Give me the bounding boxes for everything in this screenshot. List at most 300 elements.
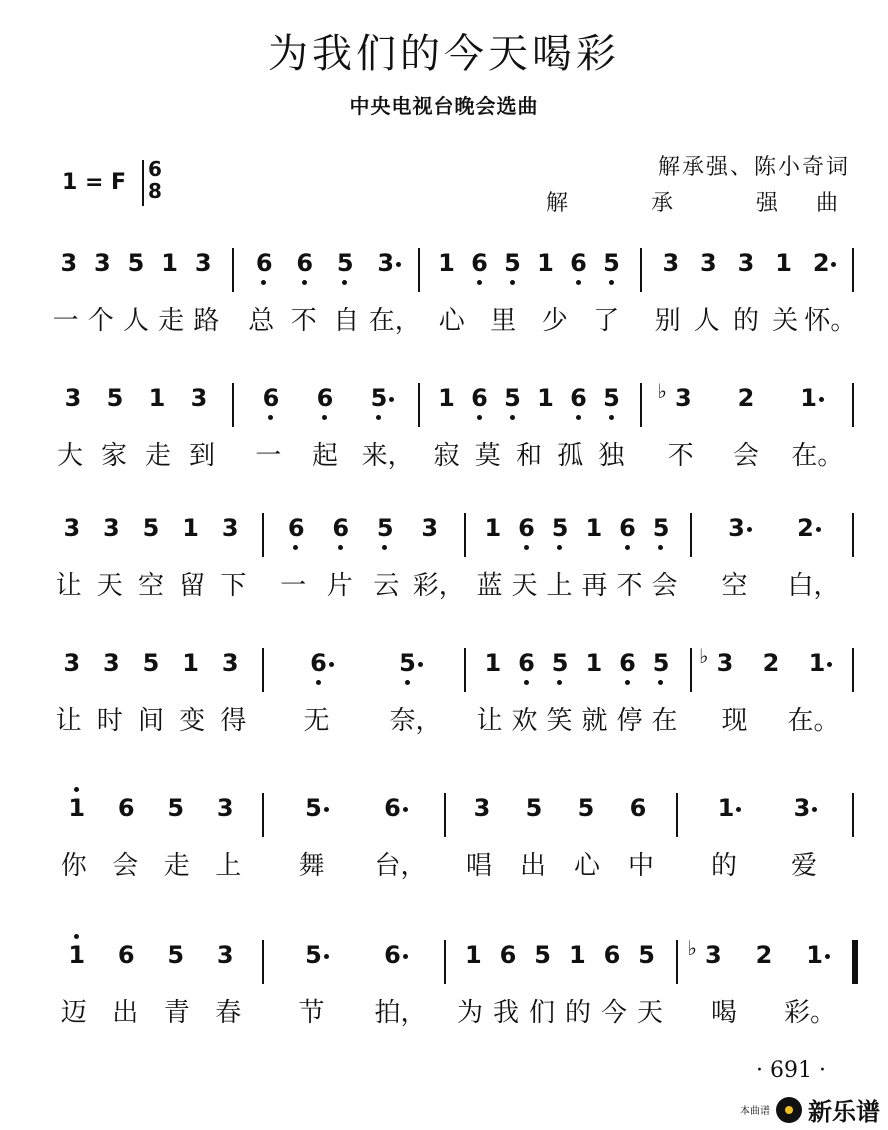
barline	[232, 383, 234, 427]
lyric-syllable: 不	[667, 441, 694, 471]
note-digit: 1	[438, 249, 455, 277]
lyric-syllable: 在。	[787, 706, 840, 736]
note-digit: 5	[106, 384, 124, 412]
lyric-syllable: 寂	[433, 441, 460, 471]
lyric-syllable: 中	[627, 851, 654, 881]
note-digit: 5	[142, 514, 160, 542]
jianpu-note	[688, 248, 728, 288]
lyric-syllable: 停	[616, 706, 643, 736]
note-digit: 3	[64, 384, 82, 412]
note-digit: 3	[103, 514, 120, 542]
barline	[690, 513, 692, 557]
low-octave-dot	[322, 415, 327, 420]
jianpu-note	[325, 248, 365, 288]
lyric-syllable: 大	[56, 441, 83, 471]
note-digit: 3	[704, 941, 722, 969]
lyric-syllable: 独	[598, 441, 625, 471]
time-signature	[142, 158, 168, 202]
note-digit: 1	[68, 941, 86, 969]
flat-icon: ♭	[657, 379, 667, 403]
note-digit: 5	[638, 941, 655, 969]
lyric-syllable: 路	[193, 306, 220, 336]
note-digit: 3	[94, 249, 111, 277]
note-digit: 6	[117, 941, 135, 969]
low-octave-dot	[510, 280, 515, 285]
note-digit: 1	[148, 384, 166, 412]
note-digit: 5	[534, 941, 551, 969]
lyric-syllable: 了	[593, 306, 620, 336]
note-digit: 6	[316, 384, 334, 412]
note-digit: 3	[216, 794, 234, 822]
jianpu-note	[641, 648, 681, 688]
song-subtitle: 中央电视台晚会选曲	[349, 94, 539, 118]
lyric-syllable: 迈	[60, 998, 87, 1028]
lyric-syllable: 白，	[787, 571, 840, 601]
song-title: 为我们的今天喝彩	[268, 31, 620, 77]
note-digit: 2	[737, 384, 755, 412]
flat-icon: ♭	[687, 936, 697, 960]
note-digit: 6	[471, 249, 488, 277]
barline	[444, 793, 446, 837]
lyric-syllable: 片	[326, 571, 353, 601]
lyric-syllable: 少	[541, 306, 568, 336]
note-digit: 6	[570, 384, 587, 412]
lyric-syllable: 一	[255, 441, 282, 471]
low-octave-dot	[302, 280, 307, 285]
note-digit: 6	[629, 794, 647, 822]
lyric-syllable: 天	[96, 571, 123, 601]
augmentation-dot	[816, 527, 821, 532]
augmentation-dot	[324, 807, 329, 812]
note-digit: 1	[806, 941, 823, 969]
note-digit: 5	[577, 794, 595, 822]
barline	[852, 648, 854, 692]
low-octave-dot	[293, 545, 298, 550]
jianpu-note	[156, 940, 196, 980]
augmentation-dot	[827, 662, 832, 667]
jianpu-note	[592, 248, 632, 288]
augmentation-dot	[747, 527, 752, 532]
jianpu-note	[171, 513, 211, 553]
lyric-syllable: 变	[179, 706, 206, 736]
lyric-syllable: 喝	[710, 998, 737, 1028]
barline	[418, 383, 420, 427]
note-digit: 5	[142, 649, 160, 677]
note-digit: 1	[484, 649, 502, 677]
note-digit: 3	[377, 249, 395, 277]
jianpu-note	[388, 648, 428, 688]
lyric-syllable: 空	[721, 571, 748, 601]
lyric-syllable: 们	[528, 998, 555, 1028]
lyric-syllable: 云	[373, 571, 400, 601]
lyric-syllable: 心	[573, 851, 600, 881]
lyric-syllable: 你	[60, 851, 87, 881]
low-octave-dot	[557, 680, 562, 685]
low-octave-dot	[576, 415, 581, 420]
barline	[262, 513, 264, 557]
note-digit: 1	[182, 514, 199, 542]
note-digit: 5	[376, 514, 394, 542]
barline	[262, 940, 264, 984]
note-digit: 5	[305, 794, 322, 822]
lyric-syllable: 怀。	[804, 306, 857, 336]
lyric-syllable: 彩。	[784, 998, 837, 1028]
lyric-syllable: 间	[137, 706, 164, 736]
jianpu-note	[179, 383, 219, 423]
lyric-syllable: 在。	[791, 441, 844, 471]
jianpu-note	[210, 648, 250, 688]
note-digit: 3	[216, 941, 234, 969]
note-digit: 5	[603, 249, 620, 277]
jianpu-note	[294, 940, 334, 980]
barline	[418, 248, 420, 292]
note-digit: 6	[310, 649, 327, 677]
barline	[690, 648, 692, 692]
jianpu-note	[657, 379, 703, 423]
note-digit: 1	[68, 794, 86, 822]
note-digit: 3	[60, 249, 78, 277]
lyric-syllable: 人	[693, 306, 720, 336]
jianpu-note	[299, 648, 339, 688]
jianpu-note	[618, 793, 658, 833]
lyric-syllable: 来，	[361, 441, 414, 471]
record-disc-icon	[776, 1097, 802, 1123]
note-digit: 3	[728, 514, 745, 542]
note-digit: 6	[518, 514, 535, 542]
note-digit: 3	[737, 249, 755, 277]
augmentation-dot	[819, 397, 824, 402]
low-octave-dot	[261, 280, 266, 285]
jianpu-note	[627, 940, 667, 980]
jianpu-note	[706, 793, 746, 833]
note-digit: 6	[255, 249, 273, 277]
barline	[676, 940, 678, 984]
lyric-syllable: 个	[87, 306, 114, 336]
note-digit: 5	[652, 649, 670, 677]
score-system	[0, 513, 888, 623]
note-digit: 5	[370, 384, 388, 412]
logo-name: 新乐谱	[808, 1098, 880, 1126]
lyric-syllable: 让	[55, 706, 82, 736]
jianpu-note	[210, 513, 250, 553]
lyric-syllable: 空	[137, 571, 164, 601]
composer-credit: 解 承 强曲	[546, 191, 876, 216]
note-digit: 6	[332, 514, 350, 542]
lyric-syllable: 自	[333, 306, 360, 336]
lyric-syllable: 家	[100, 441, 127, 471]
publisher-logo	[740, 1092, 880, 1127]
jianpu-note	[410, 513, 450, 553]
lyric-syllable: 奈，	[389, 706, 442, 736]
jianpu-note	[699, 644, 745, 688]
jianpu-note	[205, 940, 245, 980]
jianpu-note	[53, 383, 93, 423]
lyric-syllable: 一	[280, 571, 307, 601]
augmentation-dot	[736, 807, 741, 812]
low-octave-dot	[477, 415, 482, 420]
time-numerator: 6	[148, 157, 162, 181]
lyric-syllable: 的	[564, 998, 591, 1028]
augmentation-dot	[396, 262, 401, 267]
lyric-syllable: 别	[654, 306, 681, 336]
lyric-syllable: 拍，	[374, 998, 427, 1028]
lyric-syllable: 孤	[557, 441, 584, 471]
lyric-syllable: 关	[772, 306, 799, 336]
lyric-syllable: 爱	[790, 851, 817, 881]
lyric-syllable: 天	[636, 998, 663, 1028]
lyric-syllable: 彩，	[412, 571, 465, 601]
note-digit: 3	[662, 249, 680, 277]
jianpu-note	[687, 936, 733, 980]
lyric-syllable: 得	[220, 706, 247, 736]
low-octave-dot	[382, 545, 387, 550]
jianpu-note	[106, 793, 146, 833]
high-octave-dot	[74, 787, 79, 792]
jianpu-note	[171, 648, 211, 688]
score-system	[0, 936, 888, 1050]
note-digit: 6	[384, 794, 401, 822]
lyric-syllable: 一	[52, 306, 79, 336]
jianpu-note	[514, 793, 554, 833]
note-digit: 1	[537, 384, 554, 412]
note-digit: 1	[182, 649, 199, 677]
note-digit: 5	[167, 794, 185, 822]
lyric-syllable: 在，	[368, 306, 421, 336]
note-digit: 1	[537, 249, 554, 277]
jianpu-note	[137, 383, 177, 423]
note-digit: 2	[797, 514, 814, 542]
jianpu-note	[285, 248, 325, 288]
lyric-syllable: 莫	[474, 441, 501, 471]
score-system	[0, 644, 888, 758]
low-octave-dot	[658, 545, 663, 550]
note-digit: 3	[421, 514, 439, 542]
lyric-syllable: 我	[492, 998, 519, 1028]
lyric-syllable: 舞	[298, 851, 325, 881]
lyric-syllable: 上	[546, 571, 573, 601]
note-digit: 3	[716, 649, 734, 677]
jianpu-note	[751, 648, 791, 688]
jianpu-note	[251, 383, 291, 423]
page-number: · 691 ·	[756, 1058, 826, 1083]
lyric-syllable: 唱	[465, 851, 492, 881]
jianpu-note	[321, 513, 361, 553]
note-digit: 1	[438, 384, 455, 412]
jianpu-note	[462, 793, 502, 833]
barline	[852, 513, 854, 557]
note-digit: 2	[812, 249, 830, 277]
jianpu-note	[131, 648, 171, 688]
note-digit: 6	[117, 794, 135, 822]
augmentation-dot	[418, 662, 423, 667]
barline	[852, 383, 854, 427]
jianpu-note	[52, 648, 92, 688]
note-digit: 5	[167, 941, 185, 969]
lyric-syllable: 里	[490, 306, 517, 336]
lyric-syllable: 会	[732, 441, 759, 471]
barline	[464, 513, 466, 557]
lyric-syllable: 会	[651, 571, 678, 601]
low-octave-dot	[609, 415, 614, 420]
low-octave-dot	[658, 680, 663, 685]
low-octave-dot	[268, 415, 273, 420]
note-digit: 6	[384, 941, 401, 969]
note-digit: 3	[63, 514, 81, 542]
note-digit: 5	[525, 794, 543, 822]
note-digit: 1	[808, 649, 826, 677]
lyric-syllable: 人	[122, 306, 149, 336]
lyric-syllable: 不	[616, 571, 643, 601]
lyric-syllable: 今	[600, 998, 627, 1028]
lyric-syllable: 青	[163, 998, 190, 1028]
augmentation-dot	[825, 954, 830, 959]
low-octave-dot	[338, 545, 343, 550]
low-octave-dot	[557, 545, 562, 550]
note-digit: 5	[504, 249, 521, 277]
jianpu-note	[52, 513, 92, 553]
augmentation-dot	[403, 954, 408, 959]
lyric-syllable: 不	[290, 306, 317, 336]
note-digit: 3	[63, 649, 81, 677]
jianpu-note	[373, 940, 413, 980]
note-digit: 3	[221, 514, 239, 542]
note-digit: 1	[717, 794, 735, 822]
jianpu-note	[276, 513, 316, 553]
note-digit: 5	[504, 384, 521, 412]
augmentation-dot	[324, 954, 329, 959]
low-octave-dot	[524, 680, 529, 685]
lyric-syllable: 的	[732, 306, 759, 336]
jianpu-note	[91, 648, 131, 688]
lyric-syllable: 总	[248, 306, 275, 336]
note-digit: 2	[762, 649, 780, 677]
note-digit: 1	[585, 649, 603, 677]
jianpu-note	[717, 513, 757, 553]
lyric-syllable: 出	[112, 998, 139, 1028]
jianpu-note	[305, 383, 345, 423]
jianpu-note	[294, 793, 334, 833]
lyric-syllable: 上	[215, 851, 242, 881]
note-digit: 5	[305, 941, 322, 969]
jianpu-note	[366, 248, 406, 288]
note-digit: 1	[484, 514, 502, 542]
note-digit: 6	[262, 384, 280, 412]
barline	[232, 248, 234, 292]
note-digit: 5	[399, 649, 416, 677]
lyric-syllable: 无	[303, 706, 330, 736]
lyric-syllable: 的	[710, 851, 737, 881]
lyric-syllable: 笑	[546, 706, 573, 736]
low-octave-dot	[524, 545, 529, 550]
lyric-syllable: 起	[311, 441, 338, 471]
note-digit: 5	[652, 514, 670, 542]
barline	[852, 248, 854, 292]
jianpu-note	[95, 383, 135, 423]
jianpu-note	[786, 513, 826, 553]
jianpu-note	[156, 793, 196, 833]
lyricist-credit: 解承强、陈小奇词	[657, 155, 850, 180]
low-octave-dot	[576, 280, 581, 285]
barline	[464, 648, 466, 692]
lyric-syllable: 蓝	[476, 571, 503, 601]
note-digit: 3	[700, 249, 717, 277]
note-digit: 3	[473, 794, 491, 822]
note-digit: 5	[603, 384, 620, 412]
low-octave-dot	[405, 680, 410, 685]
note-digit: 6	[499, 941, 517, 969]
lyric-syllable: 欢	[511, 706, 538, 736]
jianpu-note	[641, 513, 681, 553]
note-digit: 5	[336, 249, 354, 277]
lyric-syllable: 在	[651, 706, 678, 736]
augmentation-dot	[812, 807, 817, 812]
jianpu-note	[795, 940, 835, 980]
jianpu-note	[744, 940, 784, 980]
low-octave-dot	[625, 680, 630, 685]
lyric-syllable: 节	[298, 998, 325, 1028]
note-digit: 5	[551, 514, 569, 542]
low-octave-dot	[342, 280, 347, 285]
lyric-syllable: 为	[456, 998, 483, 1028]
logo-prefix: 本曲谱	[740, 1106, 770, 1117]
note-digit: 5	[127, 249, 145, 277]
jianpu-note	[789, 383, 829, 423]
lyric-syllable: 再	[581, 571, 608, 601]
low-octave-dot	[625, 545, 630, 550]
lyric-syllable: 让	[55, 571, 82, 601]
lyric-syllable: 让	[476, 706, 503, 736]
time-denominator: 8	[148, 179, 162, 203]
note-digit: 3	[221, 649, 239, 677]
note-digit: 2	[755, 941, 773, 969]
barline	[852, 793, 854, 837]
jianpu-note	[782, 793, 822, 833]
jianpu-note	[131, 513, 171, 553]
jianpu-note	[359, 383, 399, 423]
note-digit: 6	[570, 249, 587, 277]
lyric-syllable: 春	[215, 998, 242, 1028]
lyric-syllable: 天	[511, 571, 538, 601]
lyric-syllable: 会	[112, 851, 139, 881]
lyric-syllable: 心	[438, 306, 465, 336]
lyric-syllable: 到	[188, 441, 215, 471]
lyric-syllable: 下	[220, 571, 247, 601]
note-digit: 1	[161, 249, 178, 277]
barline	[444, 940, 446, 984]
augmentation-dot	[329, 662, 334, 667]
score-system	[0, 379, 888, 493]
jianpu-note	[373, 793, 413, 833]
note-digit: 6	[603, 941, 621, 969]
augmentation-dot	[389, 397, 394, 402]
note-digit: 3	[103, 649, 120, 677]
score-system	[0, 248, 888, 358]
key-signature: 1 = F	[62, 170, 127, 195]
lyric-syllable: 出	[519, 851, 546, 881]
low-octave-dot	[316, 680, 321, 685]
jianpu-note	[244, 248, 284, 288]
low-octave-dot	[609, 280, 614, 285]
barline	[640, 248, 642, 292]
jianpu-note	[566, 793, 606, 833]
lyric-syllable: 就	[581, 706, 608, 736]
augmentation-dot	[403, 807, 408, 812]
jianpu-note	[726, 383, 766, 423]
high-octave-dot	[74, 934, 79, 939]
jianpu-note	[106, 940, 146, 980]
barline	[640, 383, 642, 427]
note-digit: 1	[568, 941, 586, 969]
